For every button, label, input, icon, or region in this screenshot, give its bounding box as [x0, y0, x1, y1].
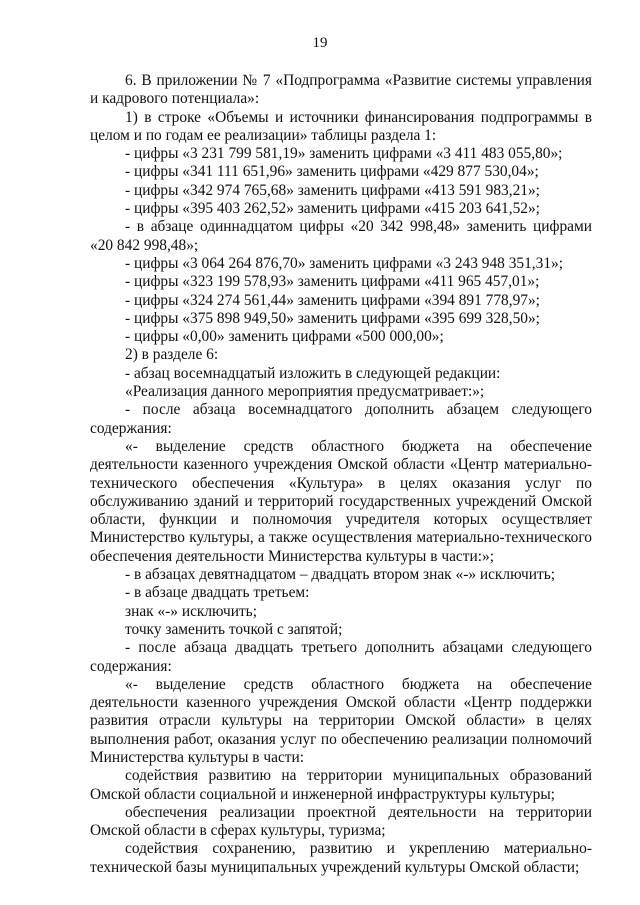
paragraph: - в абзацах девятнадцатом – двадцать втором знак «-» исключить; — [125, 566, 555, 584]
paragraph: обеспечения реализации проектной деятельности на территории Омской области в сферах культуры, туризма; — [90, 803, 592, 840]
paragraph: - цифры «395 403 262,52» заменить цифрами «415 203 641,52»; — [125, 200, 540, 218]
paragraph: «- выделение средств областного бюджета на обеспечение деятельности казенного учреждения Омской области «Центр материально-технического обеспечения «Культура» в целях оказания услуг по обслуживанию зданий и территорий государственных учреждений Омской области, функции и полномочия учредителя которых осуществляет Министерство культуры, а также осуществления материально-технического обеспечения деятельности Министерства культуры в части:»; — [90, 437, 592, 565]
paragraph: содействия сохранению, развитию и укреплению материально-технической базы муниципальных учреждений культуры Омской области; — [90, 840, 592, 876]
paragraph: - в абзаце одиннадцатом цифры «20 342 998,48» заменить цифрами «20 842 998,48»; — [90, 218, 592, 254]
paragraph: знак «-» исключить; — [125, 602, 257, 620]
paragraph: - цифры «375 898 949,50» заменить цифрами «395 699 328,50»; — [125, 309, 540, 327]
paragraph: - цифры «323 199 578,93» заменить цифрами «411 965 457,01»; — [125, 273, 540, 291]
paragraph: «Реализация данного мероприятия предусматривает:»; — [125, 383, 485, 401]
paragraph: - цифры «324 274 561,44» заменить цифрами «394 891 778,97»; — [125, 291, 540, 309]
paragraph: - в абзаце двадцать третьем: — [125, 584, 310, 602]
paragraph: - цифры «0,00» заменить цифрами «500 000,00»; — [125, 328, 444, 346]
paragraph: - цифры «3 231 799 581,19» заменить цифрами «3 411 483 055,80»; — [125, 145, 563, 163]
page-number: 19 — [312, 35, 328, 51]
paragraph: - после абзаца восемнадцатого дополнить абзацем следующего содержания: — [90, 401, 592, 437]
paragraph: - цифры «3 064 264 876,70» заменить цифрами «3 243 948 351,31»; — [125, 254, 564, 272]
paragraph: «- выделение средств областного бюджета на обеспечение деятельности казенного учреждения Омской области «Центр поддержки развития отрасли культуры на территории Омской области» в целях выполнения работ, оказания услуг по обеспечению реализации полномочий Министерства культуры в части: — [90, 675, 592, 766]
paragraph: - цифры «341 111 651,96» заменить цифрами «429 877 530,04»; — [125, 163, 539, 181]
paragraph: 6. В приложении № 7 «Подпрограмма «Развитие системы управления и кадрового потенциала»: — [90, 72, 592, 108]
paragraph: содействия развитию на территории муниципальных образований Омской области социальной и инженерной инфраструктуры культуры; — [90, 767, 592, 803]
paragraph: 1) в строке «Объемы и источники финансирования подпрограммы в целом и по годам ее реализации» таблицы раздела 1: — [90, 108, 592, 144]
document-body — [90, 72, 592, 877]
paragraph: - после абзаца двадцать третьего дополнить абзацами следующего содержания: — [90, 639, 592, 675]
paragraph: 2) в разделе 6: — [125, 346, 219, 364]
paragraph: - абзац восемнадцатый изложить в следующей редакции: — [125, 364, 501, 382]
paragraph: - цифры «342 974 765,68» заменить цифрами «413 591 983,21»; — [125, 181, 540, 199]
paragraph: точку заменить точкой с запятой; — [125, 620, 343, 638]
